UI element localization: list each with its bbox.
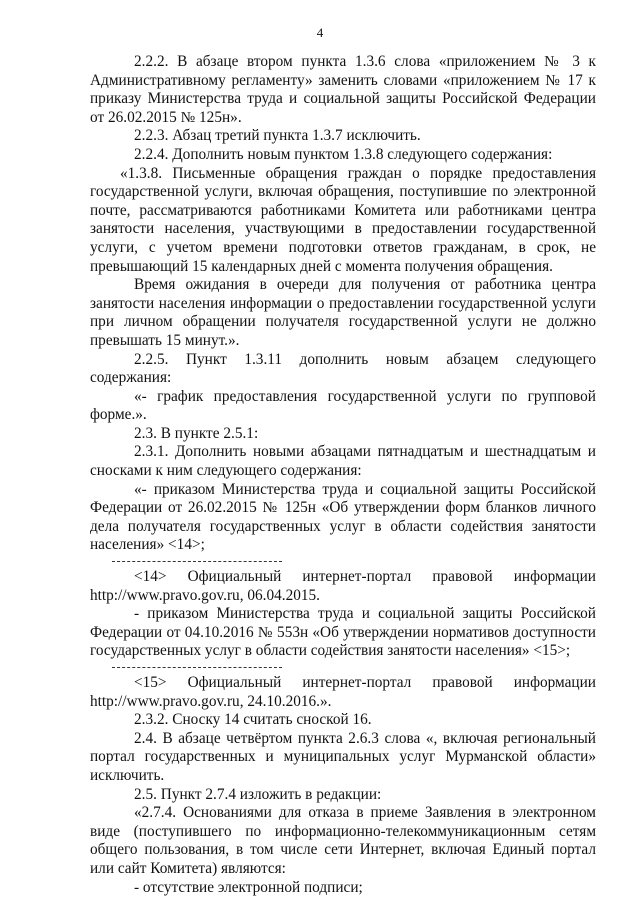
paragraph-2-3: 2.3. В пункте 2.5.1:	[134, 424, 259, 442]
paragraph-schedule: «- график предоставления государственной услуги по групповой форме.».	[90, 387, 596, 424]
paragraph-2-3-2: 2.3.2. Сноску 14 считать сноской 16.	[134, 711, 372, 729]
document-body	[90, 53, 596, 897]
paragraph-2-2-2: 2.2.2. В абзаце втором пункта 1.3.6 слова «приложением № 3 к Административному регламенту» заменить словами «приложением № 17 к приказу Министерства труда и социальной защиты Российской Федерации от 26.02.2015 № 125н».	[90, 53, 596, 126]
paragraph-1-3-8: «1.3.8. Письменные обращения граждан о порядке предоставления государственной услуги, включая обращения, поступившие по электронной почте, рассматриваются работниками Комитета или работниками центра занятости населения, участвующими в предоставлении государственной услуги, с учетом времени подготовки ответов гражданам, в срок, не превышающий 15 календарных дней с момента получения обращения.	[90, 164, 596, 275]
footnote-divider	[112, 667, 282, 668]
paragraph-order-125n: «- приказом Министерства труда и социальной защиты Российской Федерации от 26.02.2015 № 125н «Об утверждении форм бланков личного дела получателя государственных услуг в области содействия занятости населения» <14>;	[90, 480, 596, 554]
paragraph-2-4: 2.4. В абзаце четвёртом пункта 2.6.3 слова «, включая региональный портал государственных и муниципальных услуг Мурманской области» исключить.	[90, 729, 596, 784]
paragraph-2-2-5: 2.2.5. Пункт 1.3.11 дополнить новым абзацем следующего содержания:	[90, 350, 596, 387]
paragraph-waiting-time: Время ожидания в очереди для получения от работника центра занятости населения информации о предоставлении государственной услуги при личном обращении получателя государственной услуги не должно превышать 15 минут.».	[90, 276, 596, 349]
paragraph-order-553n: - приказом Министерства труда и социальной защиты Российской Федерации от 04.10.2016 № 553н «Об утверждении нормативов доступности государственных услуг в области содействия занятости населения» <15>;	[90, 605, 596, 660]
footnote-14: <14> Официальный интернет-портал правовой информации http://www.pravo.gov.ru, 06.04.2015.	[90, 568, 596, 604]
paragraph-2-3-1: 2.3.1. Дополнить новыми абзацами пятнадцатым и шестнадцатым и сносками к ним следующего содержания:	[90, 443, 596, 480]
paragraph-2-2-3: 2.2.3. Абзац третий пункта 1.3.7 исключить.	[134, 127, 421, 145]
paragraph-2-7-4: «2.7.4. Основаниями для отказа в приеме Заявления в электронном виде (поступившего по информационно-телекоммуникационным сетям общего пользования, в том числе сети Интернет, включая Единый портал или сайт Комитета) являются:	[90, 804, 596, 877]
paragraph-2-5: 2.5. Пункт 2.7.4 изложить в редакции:	[134, 785, 382, 803]
page-number: 4	[316, 25, 324, 40]
paragraph-no-signature: - отсутствие электронной подписи;	[134, 878, 363, 896]
footnote-divider	[112, 561, 282, 562]
footnote-15: <15> Официальный интернет-портал правовой информации http://www.pravo.gov.ru, 24.10.2016.».	[90, 674, 596, 710]
paragraph-2-2-4: 2.2.4. Дополнить новым пунктом 1.3.8 следующего содержания:	[134, 145, 553, 163]
